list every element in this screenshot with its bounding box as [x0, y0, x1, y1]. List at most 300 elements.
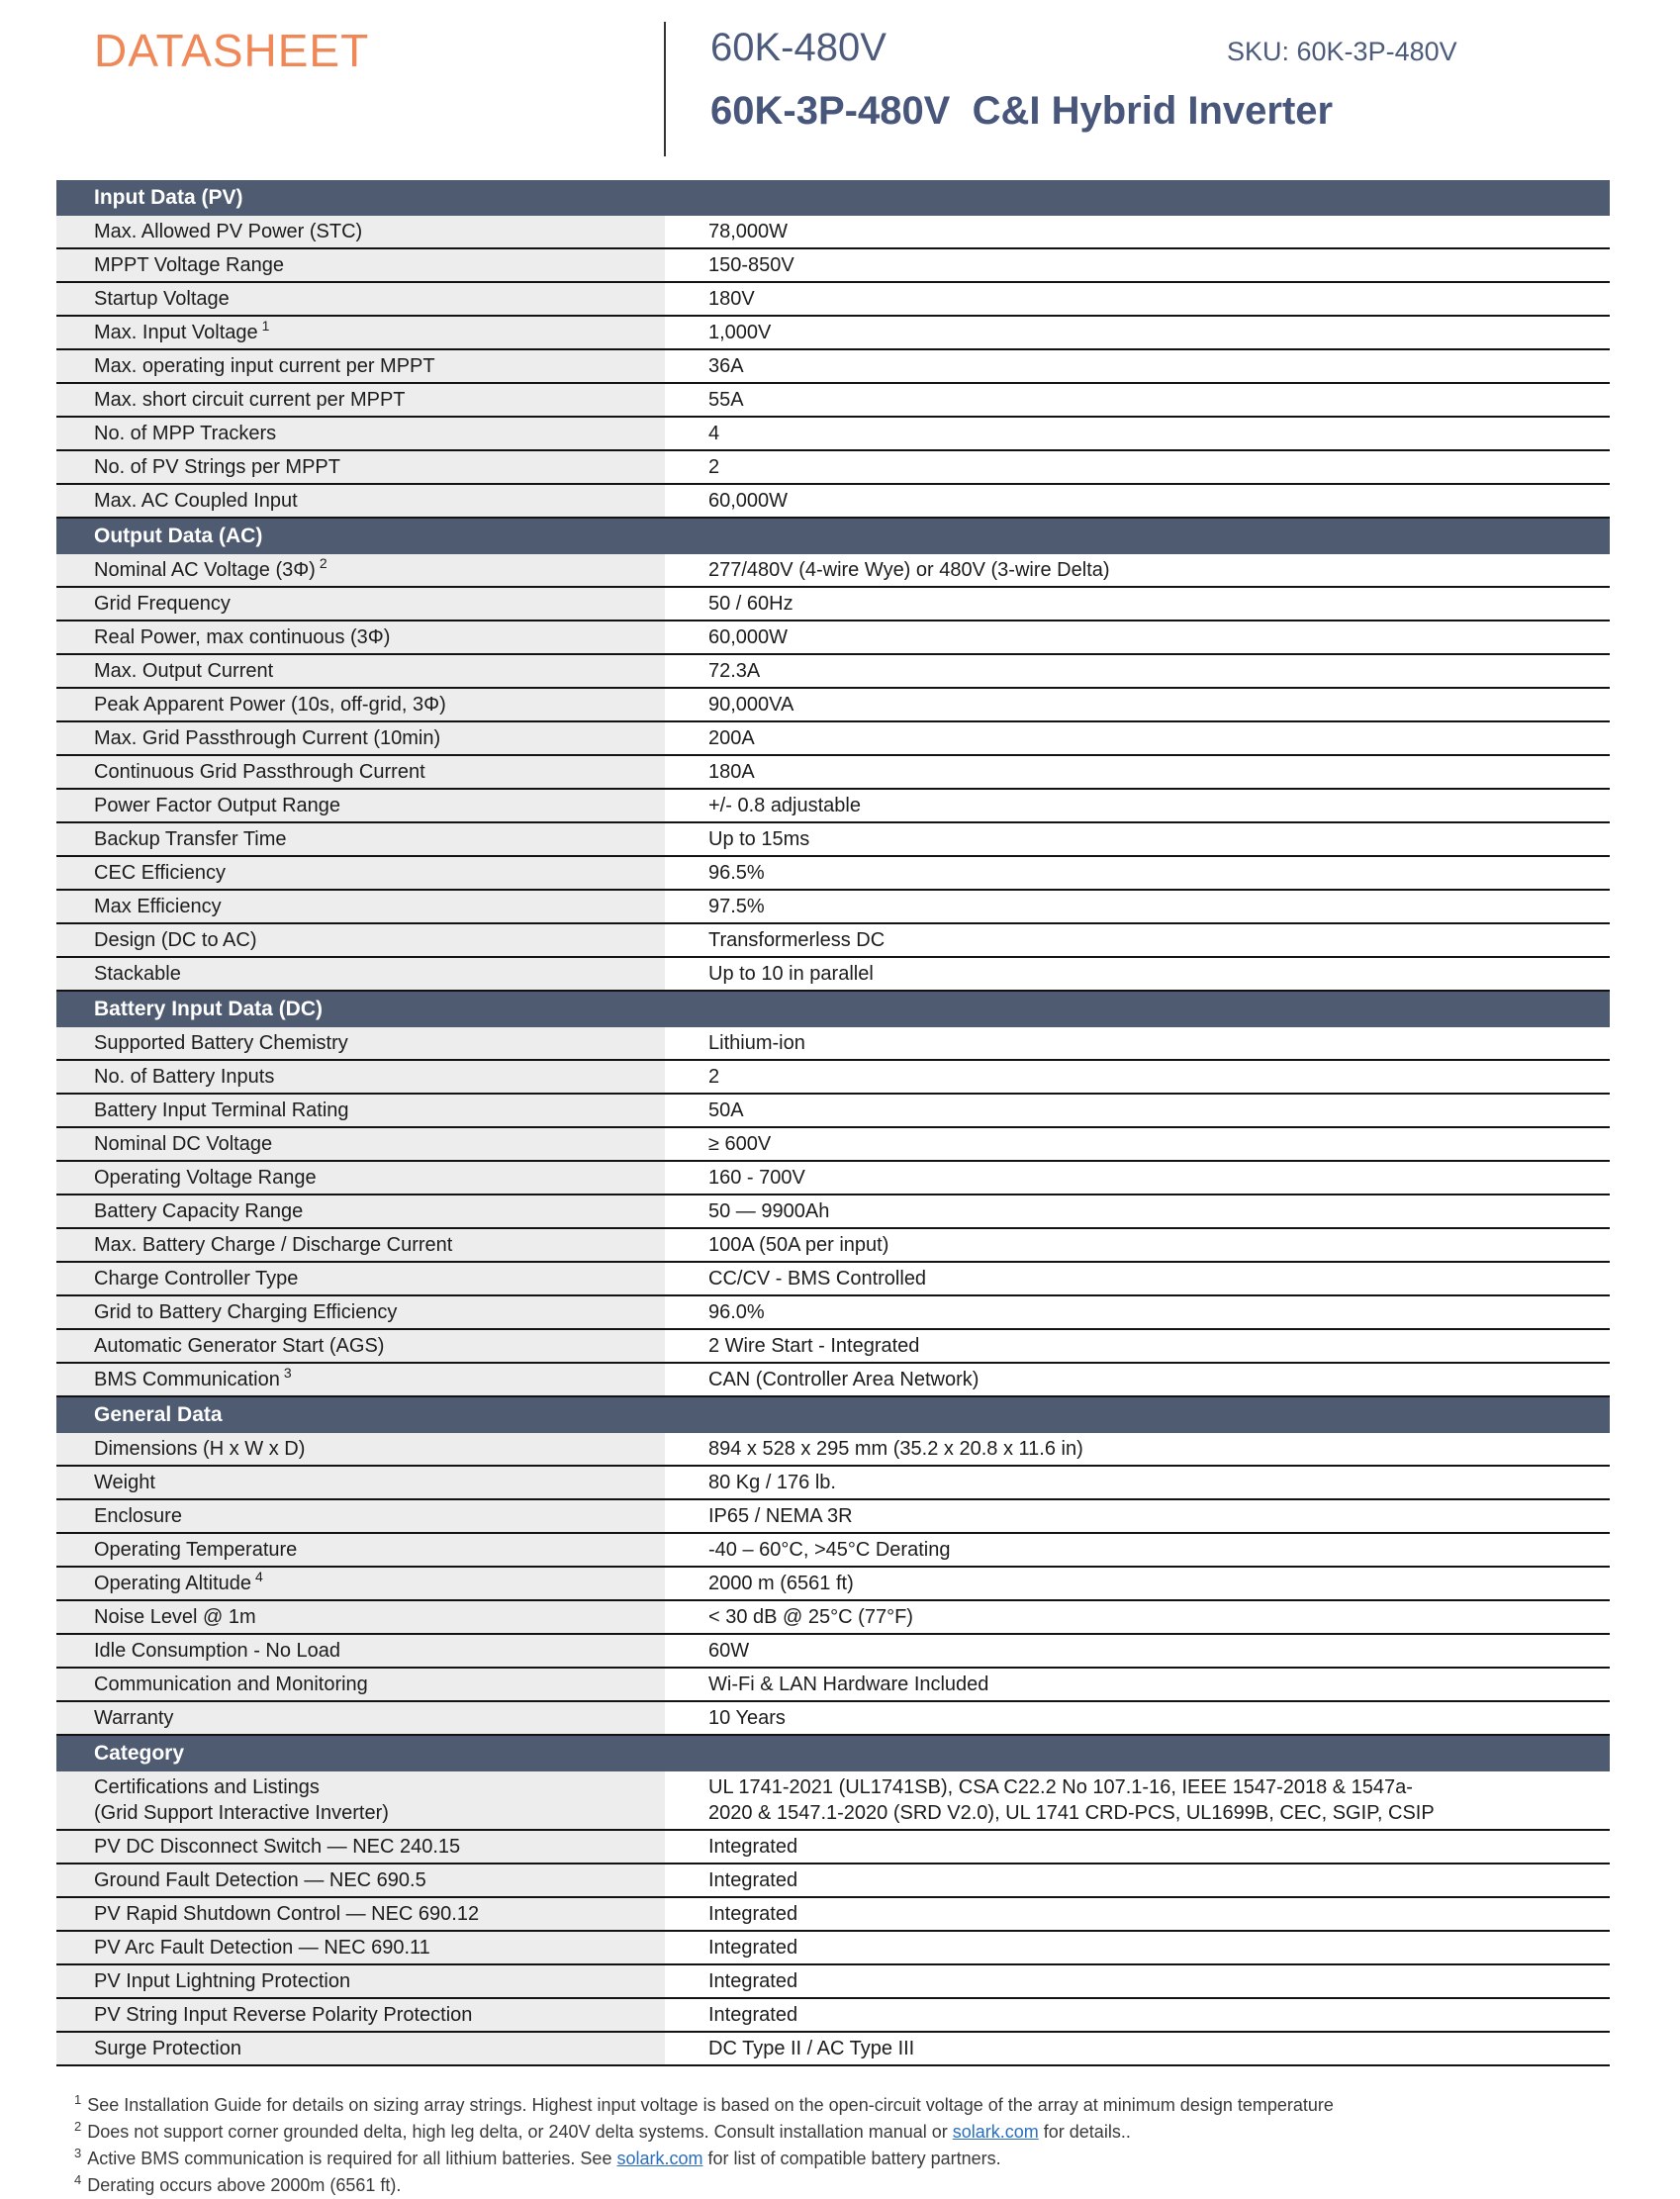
row-value-line: [708, 621, 1610, 653]
row-label-line: [94, 1568, 653, 1599]
row-value: [665, 2033, 1610, 2064]
row-label-text: Operating Temperature: [94, 1539, 298, 1561]
row-value-text: -40 – 60°C, >45°C Derating: [708, 1539, 951, 1561]
row-value: [665, 384, 1610, 416]
row-value: [665, 317, 1610, 348]
row-value-line: [708, 924, 1610, 956]
row-value: [665, 1898, 1610, 1930]
row-value-text: 55A: [708, 389, 744, 411]
row-value: [665, 1864, 1610, 1896]
row-label-line: [94, 891, 653, 922]
row-label: [56, 350, 665, 382]
row-label: [56, 823, 665, 855]
row-value-line: [708, 1999, 1610, 2031]
row-value-text: 90,000VA: [708, 694, 794, 716]
row-label-line: [94, 554, 653, 586]
row-value: [665, 621, 1610, 653]
row-label-line: [94, 1128, 653, 1160]
row-label-line: [94, 1027, 653, 1059]
footnote-ref: 4: [255, 1569, 263, 1585]
header: [0, 0, 1680, 180]
row-value: [665, 1999, 1610, 2031]
spec-row: [56, 1330, 1610, 1364]
spec-row: [56, 418, 1610, 451]
row-label-line: [94, 1831, 653, 1863]
row-value-line: [708, 1027, 1610, 1059]
row-label: [56, 924, 665, 956]
row-value-line: [708, 1467, 1610, 1498]
section-header: [56, 519, 1610, 554]
row-value-text: 60,000W: [708, 626, 789, 648]
row-value-line: [708, 1864, 1610, 1896]
spec-row: [56, 1027, 1610, 1061]
row-label-line: [94, 1669, 653, 1700]
row-value-line: [708, 756, 1610, 788]
datasheet-label: DATASHEET: [94, 25, 370, 76]
row-value: [665, 1467, 1610, 1498]
row-value: [665, 554, 1610, 586]
row-label: [56, 485, 665, 517]
row-value-line: [708, 249, 1610, 281]
product-title: 60K-3P-480V C&I Hybrid Inverter: [710, 89, 1334, 133]
row-value-text: ≥ 600V: [708, 1133, 772, 1155]
row-label-line: [94, 756, 653, 788]
row-label-text: Max. Input Voltage: [94, 322, 258, 343]
sections-root: [56, 180, 1610, 2066]
row-value: [665, 249, 1610, 281]
row-label-text: Nominal DC Voltage: [94, 1133, 273, 1155]
footnote-number: 2: [74, 2119, 82, 2134]
row-value: [665, 451, 1610, 483]
row-value: [665, 1195, 1610, 1227]
row-value: [665, 1229, 1610, 1261]
row-value-line: [708, 1330, 1610, 1362]
row-value-line: [708, 554, 1610, 586]
row-label-text: Surge Protection: [94, 2038, 241, 2059]
row-value: [665, 1932, 1610, 1963]
row-label-text: Battery Input Terminal Rating: [94, 1100, 349, 1121]
row-label-text: Backup Transfer Time: [94, 828, 287, 850]
row-label-text: Certifications and Listings: [94, 1776, 320, 1798]
row-value-line: [708, 1364, 1610, 1395]
row-label: [56, 1635, 665, 1667]
row-value-text: +/- 0.8 adjustable: [708, 795, 861, 816]
section-title: General Data: [94, 1403, 223, 1426]
spec-row: [56, 722, 1610, 756]
spec-row: [56, 1669, 1610, 1702]
section-title: Output Data (AC): [94, 525, 263, 547]
spec-row: [56, 1534, 1610, 1568]
row-label-text: (Grid Support Interactive Inverter): [94, 1802, 389, 1824]
row-label: [56, 249, 665, 281]
row-value-text: Integrated: [708, 1836, 798, 1858]
row-label-text: MPPT Voltage Range: [94, 254, 284, 276]
spec-row: [56, 1296, 1610, 1330]
spec-row: [56, 1364, 1610, 1397]
row-value-text: 277/480V (4-wire Wye) or 480V (3-wire Delta): [708, 559, 1110, 581]
row-value-text: 72.3A: [708, 660, 761, 682]
row-label-line: [94, 1774, 653, 1800]
row-label-line: [94, 1433, 653, 1465]
row-label: [56, 621, 665, 653]
spec-row: [56, 1999, 1610, 2033]
row-value: [665, 1831, 1610, 1863]
spec-table: [56, 180, 1610, 2066]
footnote-ref: 2: [319, 555, 327, 572]
row-label-text: CEC Efficiency: [94, 862, 227, 884]
row-value-line: [708, 1932, 1610, 1963]
row-label-text: Automatic Generator Start (AGS): [94, 1335, 385, 1357]
row-label: [56, 1433, 665, 1465]
row-label-text: Max. AC Coupled Input: [94, 490, 298, 512]
row-value-line: [708, 1898, 1610, 1930]
row-value: [665, 924, 1610, 956]
row-label-text: Grid Frequency: [94, 593, 231, 615]
row-value-line: [708, 485, 1610, 517]
row-value-text: 180A: [708, 761, 755, 783]
footnote-text: See Installation Guide for details on sizing array strings. Highest input voltage is based on the open-circuit voltage of the array at minimum design temperature: [87, 2095, 1334, 2115]
row-label-text: Communication and Monitoring: [94, 1673, 368, 1695]
spec-row: [56, 1635, 1610, 1669]
spec-row: [56, 1771, 1610, 1831]
row-label-line: [94, 1296, 653, 1328]
row-label-line: [94, 1330, 653, 1362]
spec-row: [56, 756, 1610, 790]
row-label: [56, 1330, 665, 1362]
row-label-line: [94, 384, 653, 416]
row-value-line: [708, 384, 1610, 416]
row-label: [56, 958, 665, 990]
section-header: [56, 1736, 1610, 1771]
row-value-line: [708, 1500, 1610, 1532]
footnote-link[interactable]: solark.com: [616, 2149, 703, 2168]
row-label-line: [94, 1263, 653, 1294]
footnotes: [74, 2092, 1680, 2199]
spec-row: [56, 1702, 1610, 1736]
footnote-number: 1: [74, 2092, 82, 2107]
row-value-text: 50 / 60Hz: [708, 593, 793, 615]
row-value-line: [708, 1061, 1610, 1093]
row-label-text: Max. operating input current per MPPT: [94, 355, 435, 377]
row-label: [56, 1898, 665, 1930]
row-label-line: [94, 1095, 653, 1126]
row-label: [56, 1771, 665, 1829]
row-label-line: [94, 1061, 653, 1093]
row-label: [56, 283, 665, 315]
footnote-text: Does not support corner grounded delta, high leg delta, or 240V delta systems. Consult installation manual or: [87, 2122, 953, 2142]
row-value-line: [708, 857, 1610, 889]
row-label-line: [94, 655, 653, 687]
row-label-text: Max. Battery Charge / Discharge Current: [94, 1234, 453, 1256]
row-value-line: [708, 451, 1610, 483]
row-label-text: Continuous Grid Passthrough Current: [94, 761, 425, 783]
spec-row: [56, 1162, 1610, 1195]
row-value: [665, 350, 1610, 382]
row-value-line: [708, 823, 1610, 855]
spec-row: [56, 350, 1610, 384]
row-label-text: PV Arc Fault Detection — NEC 690.11: [94, 1937, 430, 1959]
row-value: [665, 857, 1610, 889]
row-value-line: [708, 1831, 1610, 1863]
model-number: 60K-480V: [710, 26, 887, 69]
row-value: [665, 1534, 1610, 1566]
row-label-line: [94, 1898, 653, 1930]
row-label: [56, 1534, 665, 1566]
row-value: [665, 418, 1610, 449]
footnote-number: 3: [74, 2146, 82, 2160]
row-value: [665, 958, 1610, 990]
row-label-line: [94, 1229, 653, 1261]
row-label: [56, 1999, 665, 2031]
row-value-text: 50A: [708, 1100, 744, 1121]
row-label-text: BMS Communication: [94, 1369, 280, 1390]
row-label-text: Design (DC to AC): [94, 929, 257, 951]
row-label-text: Enclosure: [94, 1505, 182, 1527]
row-label: [56, 1864, 665, 1896]
row-value: [665, 1027, 1610, 1059]
row-label-text: Startup Voltage: [94, 288, 230, 310]
row-value: [665, 655, 1610, 687]
row-label-line: [94, 1162, 653, 1194]
row-value-line: [708, 418, 1610, 449]
row-label: [56, 1162, 665, 1194]
footnote-text: Derating occurs above 2000m (6561 ft).: [87, 2175, 402, 2195]
row-label-line: [94, 249, 653, 281]
row-label-line: [94, 689, 653, 720]
row-label-line: [94, 2033, 653, 2064]
row-value-line: [708, 1128, 1610, 1160]
row-label: [56, 1702, 665, 1734]
row-value: [665, 1702, 1610, 1734]
spec-row: [56, 384, 1610, 418]
row-label-text: Ground Fault Detection — NEC 690.5: [94, 1869, 426, 1891]
footnotes-root: [74, 2092, 1680, 2199]
spec-row: [56, 451, 1610, 485]
row-label-text: Supported Battery Chemistry: [94, 1032, 348, 1054]
row-value: [665, 1568, 1610, 1599]
section-title: Input Data (PV): [94, 186, 243, 209]
row-label: [56, 1500, 665, 1532]
row-value: [665, 823, 1610, 855]
row-label-line: [94, 958, 653, 990]
row-value: [665, 1601, 1610, 1633]
row-value-text: Integrated: [708, 1903, 798, 1925]
row-value-text: CC/CV - BMS Controlled: [708, 1268, 927, 1290]
row-value-text: 160 - 700V: [708, 1167, 805, 1189]
row-value: [665, 1965, 1610, 1997]
row-value: [665, 1263, 1610, 1294]
row-value-line: [708, 1095, 1610, 1126]
spec-row: [56, 1601, 1610, 1635]
row-value-text: Transformerless DC: [708, 929, 886, 951]
spec-row: [56, 1831, 1610, 1864]
row-label-line: [94, 350, 653, 382]
row-label-line: [94, 1864, 653, 1896]
row-value: [665, 689, 1610, 720]
row-value-text: 60W: [708, 1640, 750, 1662]
row-value-line: [708, 1296, 1610, 1328]
row-value: [665, 216, 1610, 247]
row-label-line: [94, 1195, 653, 1227]
spec-row: [56, 283, 1610, 317]
row-label-line: [94, 317, 653, 348]
row-value-text: UL 1741-2021 (UL1741SB), CSA C22.2 No 107.1-16, IEEE 1547-2018 & 1547a-: [708, 1776, 1413, 1798]
row-value-text: Up to 10 in parallel: [708, 963, 874, 985]
row-value-line: [708, 1702, 1610, 1734]
row-value-text: 894 x 528 x 295 mm (35.2 x 20.8 x 11.6 in): [708, 1438, 1083, 1460]
row-label-line: [94, 924, 653, 956]
row-value-line: [708, 1263, 1610, 1294]
row-label-text: Power Factor Output Range: [94, 795, 341, 816]
row-value: [665, 1128, 1610, 1160]
spec-row: [56, 485, 1610, 519]
footnote-text: for details..: [1038, 2122, 1131, 2142]
section-title: Category: [94, 1742, 185, 1765]
row-value: [665, 1162, 1610, 1194]
row-label-text: Operating Voltage Range: [94, 1167, 317, 1189]
spec-row: [56, 588, 1610, 621]
spec-row: [56, 317, 1610, 350]
row-label-text: Peak Apparent Power (10s, off-grid, 3Φ): [94, 694, 446, 716]
row-value-text: Lithium-ion: [708, 1032, 805, 1054]
row-label: [56, 1965, 665, 1997]
row-label: [56, 554, 665, 586]
footnote: [74, 2092, 1680, 2119]
footnote: [74, 2119, 1680, 2146]
row-label-text: PV String Input Reverse Polarity Protection: [94, 2004, 473, 2026]
row-label-text: No. of MPP Trackers: [94, 423, 277, 444]
row-label-text: PV Rapid Shutdown Control — NEC 690.12: [94, 1903, 480, 1925]
row-label-text: No. of PV Strings per MPPT: [94, 456, 340, 478]
row-label: [56, 1467, 665, 1498]
row-value-text: CAN (Controller Area Network): [708, 1369, 980, 1390]
row-label-text: Noise Level @ 1m: [94, 1606, 256, 1628]
section-header: [56, 1397, 1610, 1433]
row-label: [56, 689, 665, 720]
row-value: [665, 1771, 1610, 1829]
footnote-ref: 3: [283, 1365, 292, 1382]
row-label: [56, 1027, 665, 1059]
row-label-line2: [94, 1800, 653, 1826]
row-value: [665, 790, 1610, 821]
spec-row: [56, 1932, 1610, 1965]
row-label-text: Max. Allowed PV Power (STC): [94, 221, 363, 242]
row-label-text: Idle Consumption - No Load: [94, 1640, 341, 1662]
footnote-link[interactable]: solark.com: [952, 2122, 1039, 2142]
row-value: [665, 722, 1610, 754]
spec-row: [56, 554, 1610, 588]
row-value: [665, 891, 1610, 922]
row-value: [665, 1364, 1610, 1395]
spec-row: [56, 1467, 1610, 1500]
row-label-text: Max Efficiency: [94, 896, 222, 917]
spec-row: [56, 249, 1610, 283]
footnote-ref: 1: [261, 318, 270, 335]
row-value-text: 96.5%: [708, 862, 765, 884]
spec-row: [56, 891, 1610, 924]
row-label-text: Max. short circuit current per MPPT: [94, 389, 406, 411]
row-label: [56, 1568, 665, 1599]
row-value-text: 2: [708, 1066, 720, 1088]
spec-row: [56, 958, 1610, 992]
row-value: [665, 1095, 1610, 1126]
row-label-line: [94, 485, 653, 517]
spec-row: [56, 1864, 1610, 1898]
row-value-line: [708, 1195, 1610, 1227]
row-label-line: [94, 857, 653, 889]
footnote-text: Active BMS communication is required for all lithium batteries. See: [87, 2149, 617, 2168]
row-value-text: 50 — 9900Ah: [708, 1200, 830, 1222]
row-value-line: [708, 2033, 1610, 2064]
row-value-text: 96.0%: [708, 1301, 765, 1323]
row-label-text: Nominal AC Voltage (3Φ): [94, 559, 316, 581]
row-label: [56, 857, 665, 889]
row-label: [56, 384, 665, 416]
row-value-line: [708, 1568, 1610, 1599]
row-value-line: [708, 790, 1610, 821]
spec-row: [56, 1965, 1610, 1999]
row-value-line: [708, 958, 1610, 990]
row-value-text: IP65 / NEMA 3R: [708, 1505, 853, 1527]
row-label-line: [94, 418, 653, 449]
row-value-line: [708, 1162, 1610, 1194]
row-value-text: 200A: [708, 727, 755, 749]
row-value-text: 100A (50A per input): [708, 1234, 889, 1256]
row-value: [665, 485, 1610, 517]
row-label-line: [94, 823, 653, 855]
row-value-text: 1,000V: [708, 322, 772, 343]
row-label: [56, 1095, 665, 1126]
row-label-line: [94, 1702, 653, 1734]
row-label-line: [94, 1932, 653, 1963]
row-value-text: 2000 m (6561 ft): [708, 1573, 854, 1594]
row-label: [56, 1263, 665, 1294]
row-value-line: [708, 1965, 1610, 1997]
spec-row: [56, 655, 1610, 689]
row-label-text: Battery Capacity Range: [94, 1200, 304, 1222]
row-value-line: [708, 655, 1610, 687]
row-label-text: Charge Controller Type: [94, 1268, 299, 1290]
row-label-text: Weight: [94, 1472, 155, 1493]
row-label: [56, 1128, 665, 1160]
row-label-line: [94, 588, 653, 620]
row-value-text: 36A: [708, 355, 744, 377]
footnote-text: for list of compatible battery partners.: [702, 2149, 1001, 2168]
row-value-line: [708, 216, 1610, 247]
spec-row: [56, 790, 1610, 823]
row-value-line2: [708, 1800, 1610, 1826]
row-label: [56, 1669, 665, 1700]
row-label-line: [94, 1467, 653, 1498]
spec-row: [56, 1195, 1610, 1229]
row-label-text: No. of Battery Inputs: [94, 1066, 275, 1088]
row-value-line: [708, 588, 1610, 620]
row-value: [665, 1061, 1610, 1093]
row-value: [665, 283, 1610, 315]
row-label-text: PV DC Disconnect Switch — NEC 240.15: [94, 1836, 461, 1858]
row-value-text: Integrated: [708, 1869, 798, 1891]
row-label-line: [94, 1635, 653, 1667]
row-label-line: [94, 1601, 653, 1633]
spec-row: [56, 1095, 1610, 1128]
spec-row: [56, 1500, 1610, 1534]
row-label-line: [94, 1500, 653, 1532]
row-value: [665, 756, 1610, 788]
row-value-text: DC Type II / AC Type III: [708, 2038, 915, 2059]
row-value-line: [708, 1635, 1610, 1667]
row-label: [56, 891, 665, 922]
spec-row: [56, 621, 1610, 655]
